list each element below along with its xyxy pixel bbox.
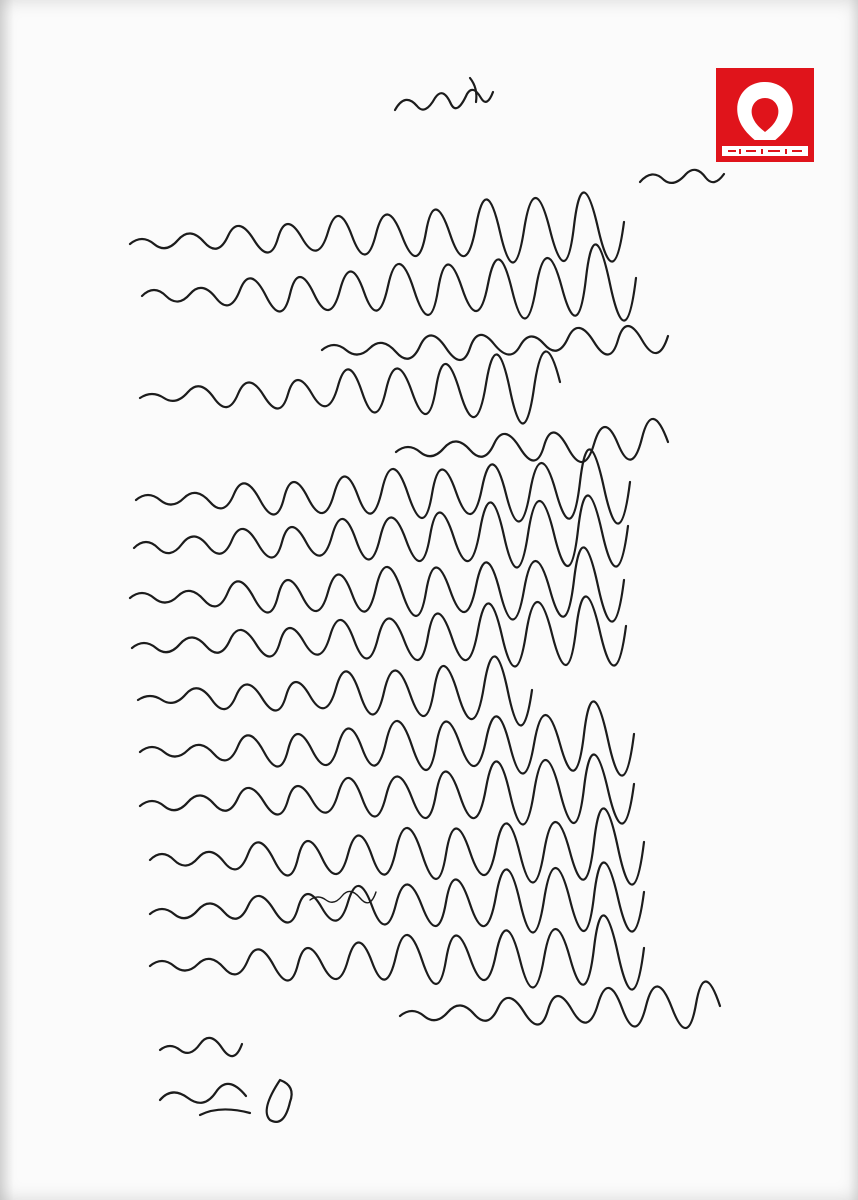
letter-line (130, 892, 780, 910)
letter-line (120, 730, 780, 748)
letter-line (380, 994, 780, 1012)
logo-tag-text (716, 142, 814, 155)
letter-line (120, 526, 780, 544)
letter-line (130, 838, 780, 856)
letter-signature (140, 1082, 310, 1100)
letter-line (120, 274, 780, 292)
letter-salutation (600, 164, 750, 183)
letter-line (120, 222, 780, 240)
letter-closing (150, 1032, 280, 1050)
letter-line (380, 430, 780, 448)
letter-line (120, 678, 780, 696)
letter-line (130, 944, 780, 962)
letter-line (120, 376, 780, 394)
letter-line (120, 576, 780, 594)
letter-line (120, 784, 780, 802)
letter-line (120, 626, 780, 644)
letter-heading (360, 80, 520, 99)
letter-line (300, 328, 780, 346)
letter-line (120, 478, 780, 496)
